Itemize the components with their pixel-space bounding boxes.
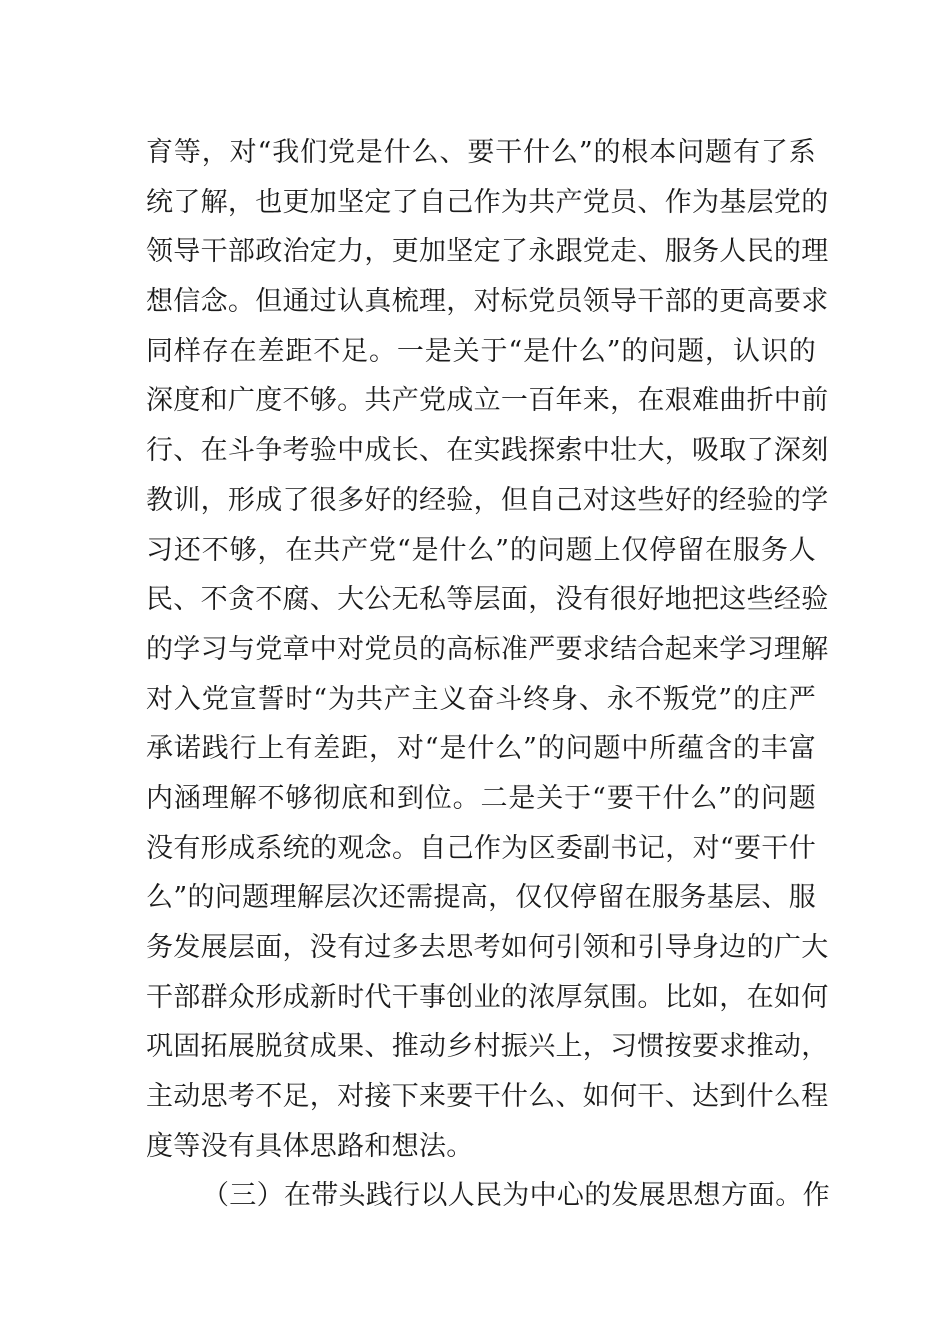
text-line: 同样存在差距不足。一是关于“是什么”的问题，认识的: [146, 335, 816, 367]
text-line: 么”的问题理解层次还需提高，仅仅停留在服务基层、服: [146, 882, 816, 914]
text-line: 没有形成系统的观念。自己作为区委副书记，对“要干什: [146, 832, 816, 864]
text-line: 习还不够，在共产党“是什么”的问题上仅停留在服务人: [146, 534, 816, 566]
text-line: 承诺践行上有差距，对“是什么”的问题中所蕴含的丰富: [146, 733, 816, 765]
paragraph-end-line: 度等没有具体思路和想法。: [146, 1130, 474, 1162]
text-line: 领导干部政治定力，更加坚定了永跟党走、服务人民的理: [146, 236, 829, 268]
text-line: 主动思考不足，对接下来要干什么、如何干、达到什么程: [146, 1081, 829, 1113]
text-line: 干部群众形成新时代干事创业的浓厚氛围。比如，在如何: [146, 981, 829, 1013]
text-line: 巩固拓展脱贫成果、推动乡村振兴上，习惯按要求推动，: [146, 1031, 829, 1063]
body-text: [146, 128, 830, 1221]
text-line: 民、不贪不腐、大公无私等层面，没有很好地把这些经验: [146, 584, 829, 616]
text-line: 对入党宣誓时“为共产主义奋斗终身、永不叛党”的庄严: [146, 683, 816, 715]
section-heading-line: （三）在带头践行以人民为中心的发展思想方面。作: [202, 1180, 830, 1212]
text-line: 教训，形成了很多好的经验，但自己对这些好的经验的学: [146, 484, 829, 516]
text-line: 的学习与党章中对党员的高标准严要求结合起来学习理解: [146, 633, 829, 665]
text-line: 深度和广度不够。共产党成立一百年来，在艰难曲折中前: [146, 385, 829, 417]
text-line: 育等，对“我们党是什么、要干什么”的根本问题有了系: [146, 137, 816, 168]
text-line: 务发展层面，没有过多去思考如何引领和引导身边的广大: [146, 932, 829, 963]
text-line: 想信念。但通过认真梳理，对标党员领导干部的更高要求: [146, 286, 829, 318]
text-line: 内涵理解不够彻底和到位。二是关于“要干什么”的问题: [146, 782, 816, 814]
text-line: 统了解，也更加坚定了自己作为共产党员、作为基层党的: [146, 186, 829, 218]
text-line: 行、在斗争考验中成长、在实践探索中壮大，吸取了深刻: [146, 435, 829, 467]
